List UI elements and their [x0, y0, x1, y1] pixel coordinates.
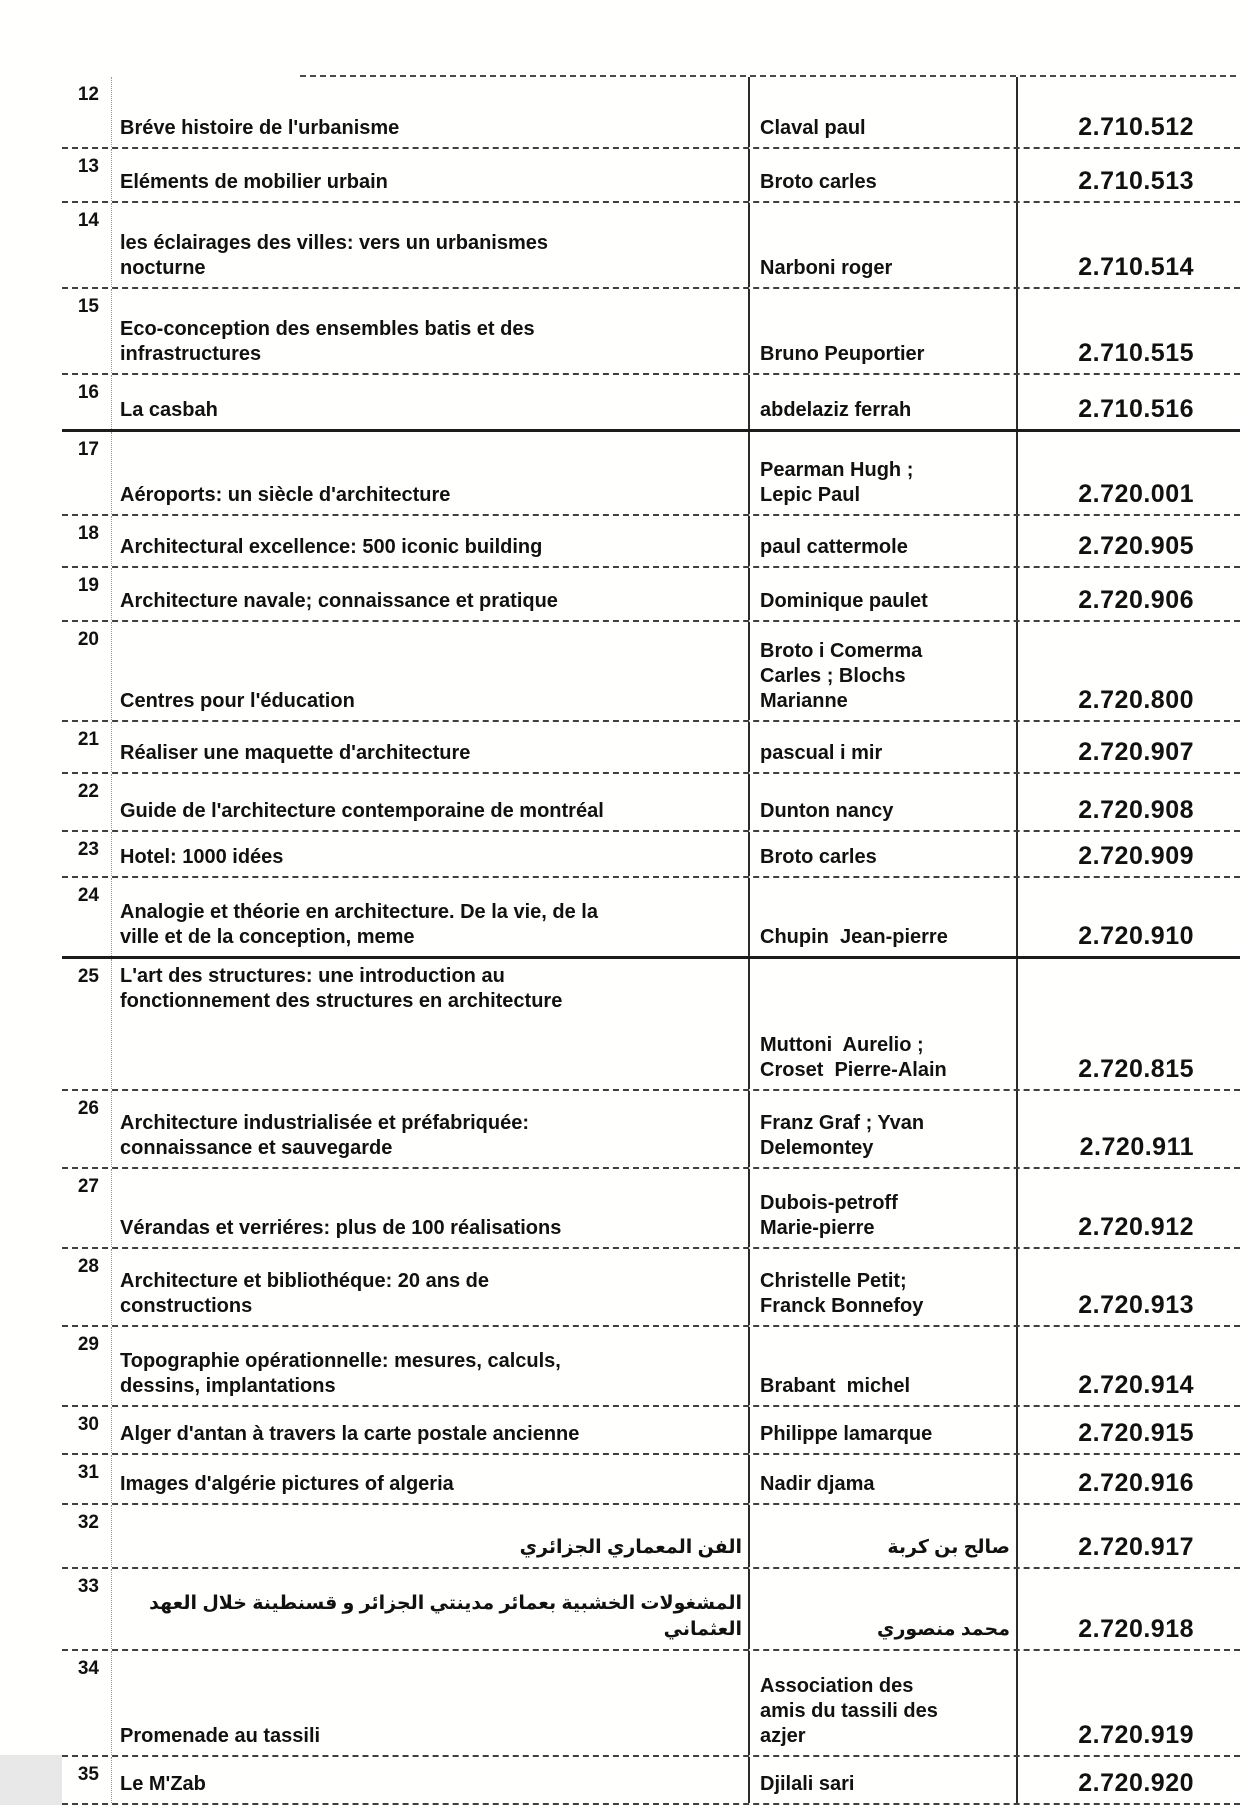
title-cell	[112, 1091, 750, 1167]
title-line: Le M'Zab	[120, 1773, 206, 1795]
author-line: Association des	[760, 1675, 914, 1697]
author-line: Broto carles	[760, 846, 877, 868]
title-cell	[112, 622, 750, 720]
author-line: paul cattermole	[760, 536, 908, 558]
call-number: 2.720.800	[1078, 686, 1194, 714]
author-cell	[750, 568, 1018, 620]
catalog-table	[62, 77, 1240, 1805]
author-line: Dominique paulet	[760, 590, 928, 612]
row-number: 34	[62, 1651, 112, 1755]
table-row	[62, 1505, 1240, 1569]
title-cell	[112, 568, 750, 620]
author-cell	[750, 1407, 1018, 1453]
title-cell	[112, 959, 750, 1089]
title-line: L'art des structures: une introduction au	[120, 965, 505, 987]
title-line: Promenade au tassili	[120, 1725, 321, 1747]
author-line: Broto carles	[760, 171, 877, 193]
table-row	[62, 516, 1240, 568]
call-number: 2.720.920	[1078, 1769, 1194, 1797]
row-number: 16	[62, 375, 112, 429]
author-cell	[750, 432, 1018, 514]
title-line: Aéroports: un siècle d'architecture	[120, 484, 451, 506]
author-line: صالح بن كربة	[887, 1537, 1010, 1558]
call-number: 2.720.908	[1078, 796, 1194, 824]
author-cell	[750, 959, 1018, 1089]
author-cell	[750, 774, 1018, 830]
title-cell	[112, 1505, 750, 1567]
author-line: Chupin Jean-pierre	[760, 926, 948, 948]
author-line: Broto i Comerma	[760, 640, 923, 662]
author-line: Franck Bonnefoy	[760, 1295, 924, 1317]
title-line: fonctionnement des structures en architecture	[120, 990, 563, 1012]
title-cell	[112, 1651, 750, 1755]
author-line: Brabant michel	[760, 1375, 911, 1397]
call-number: 2.720.914	[1078, 1371, 1194, 1399]
title-cell	[112, 1327, 750, 1405]
call-number: 2.710.516	[1078, 395, 1194, 423]
table-row	[62, 774, 1240, 832]
title-line: connaissance et sauvegarde	[120, 1137, 393, 1159]
table-row	[62, 1569, 1240, 1651]
author-line: Christelle Petit;	[760, 1270, 907, 1292]
title-cell	[112, 1407, 750, 1453]
row-number: 24	[62, 878, 112, 956]
title-cell	[112, 878, 750, 956]
author-line: محمد منصوري	[877, 1619, 1010, 1640]
title-line: Architecture et bibliothéque: 20 ans de	[120, 1270, 489, 1292]
author-cell	[750, 722, 1018, 772]
row-number: 21	[62, 722, 112, 772]
author-line: Marie-pierre	[760, 1217, 875, 1239]
author-line: Franz Graf ; Yvan	[760, 1112, 925, 1134]
author-line: pascual i mir	[760, 742, 883, 764]
title-cell	[112, 289, 750, 373]
title-cell	[112, 1249, 750, 1325]
call-number: 2.720.912	[1078, 1213, 1194, 1241]
author-cell	[750, 1249, 1018, 1325]
row-number: 25	[62, 959, 112, 1089]
row-number: 31	[62, 1455, 112, 1503]
title-line: Réaliser une maquette d'architecture	[120, 742, 471, 764]
table-row	[62, 375, 1240, 432]
row-number: 15	[62, 289, 112, 373]
author-cell	[750, 622, 1018, 720]
title-line: Architecture navale; connaissance et pratique	[120, 590, 558, 612]
title-cell	[112, 1455, 750, 1503]
call-number: 2.720.911	[1079, 1133, 1194, 1161]
table-row	[62, 1249, 1240, 1327]
author-line: Delemontey	[760, 1137, 874, 1159]
author-line: Nadir djama	[760, 1473, 875, 1495]
table-row	[62, 1169, 1240, 1249]
call-number: 2.720.919	[1078, 1721, 1194, 1749]
row-number: 32	[62, 1505, 112, 1567]
title-line: dessins, implantations	[120, 1375, 336, 1397]
title-cell	[112, 774, 750, 830]
table-row	[62, 1651, 1240, 1757]
title-cell	[112, 432, 750, 514]
table-row	[62, 959, 1240, 1091]
call-number: 2.720.918	[1078, 1615, 1194, 1643]
author-line: Djilali sari	[760, 1773, 855, 1795]
table-row	[62, 622, 1240, 722]
title-line: ville et de la conception, meme	[120, 926, 415, 948]
author-line: Lepic Paul	[760, 484, 861, 506]
author-line: Dunton nancy	[760, 800, 894, 822]
title-line: Guide de l'architecture contemporaine de montréal	[120, 800, 604, 822]
title-line: infrastructures	[120, 343, 262, 365]
author-cell	[750, 1091, 1018, 1167]
row-number: 29	[62, 1327, 112, 1405]
author-line: Bruno Peuportier	[760, 343, 925, 365]
title-cell	[112, 832, 750, 876]
title-line: Architectural excellence: 500 iconic building	[120, 536, 543, 558]
call-number: 2.720.915	[1078, 1419, 1194, 1447]
table-row	[62, 1327, 1240, 1407]
title-cell	[112, 203, 750, 287]
title-cell	[112, 149, 750, 201]
author-cell	[750, 516, 1018, 566]
row-number: 17	[62, 432, 112, 514]
title-line: Images d'algérie pictures of algeria	[120, 1473, 454, 1495]
call-number: 2.720.913	[1078, 1291, 1194, 1319]
author-cell	[750, 1455, 1018, 1503]
title-line: les éclairages des villes: vers un urbanismes	[120, 232, 549, 254]
author-line: Carles ; Blochs	[760, 665, 906, 687]
author-cell	[750, 149, 1018, 201]
author-line: Muttoni Aurelio ;	[760, 1034, 924, 1056]
title-line: Bréve histoire de l'urbanisme	[120, 117, 400, 139]
table-row	[62, 289, 1240, 375]
call-number: 2.720.917	[1078, 1533, 1194, 1561]
call-number: 2.720.907	[1078, 738, 1194, 766]
author-cell	[750, 375, 1018, 429]
call-number: 2.720.910	[1078, 922, 1194, 950]
author-line: azjer	[760, 1725, 806, 1747]
author-cell	[750, 832, 1018, 876]
table-row	[62, 432, 1240, 516]
author-cell	[750, 77, 1018, 147]
call-number: 2.720.905	[1078, 532, 1194, 560]
author-cell	[750, 1569, 1018, 1649]
author-line: Pearman Hugh ;	[760, 459, 914, 481]
table-row	[62, 568, 1240, 622]
title-line: nocturne	[120, 257, 206, 279]
call-number: 2.710.515	[1078, 339, 1194, 367]
call-number: 2.710.512	[1078, 113, 1194, 141]
row-number: 20	[62, 622, 112, 720]
title-line: Analogie et théorie en architecture. De la vie, de la	[120, 901, 598, 923]
table-row	[62, 1455, 1240, 1505]
title-line: Vérandas et verriéres: plus de 100 réalisations	[120, 1217, 562, 1239]
title-line: المشغولات الخشبية بعمائر مدينتي الجزائر و قسنطينة خلال العهد العثماني	[143, 1593, 742, 1640]
table-row	[62, 77, 1240, 149]
author-line: amis du tassili des	[760, 1700, 938, 1722]
title-line: Architecture industrialisée et préfabriquée:	[120, 1112, 530, 1134]
author-line: Croset Pierre-Alain	[760, 1059, 947, 1081]
row-number: 14	[62, 203, 112, 287]
author-cell	[750, 1651, 1018, 1755]
call-number: 2.720.916	[1078, 1469, 1194, 1497]
author-cell	[750, 289, 1018, 373]
table-row	[62, 149, 1240, 203]
table-row	[62, 203, 1240, 289]
title-line: Eco-conception des ensembles batis et des	[120, 318, 535, 340]
row-number: 35	[62, 1757, 112, 1803]
table-row	[62, 832, 1240, 878]
table-row	[62, 1091, 1240, 1169]
row-number: 26	[62, 1091, 112, 1167]
author-line: Claval paul	[760, 117, 866, 139]
row-number: 13	[62, 149, 112, 201]
call-number: 2.720.909	[1078, 842, 1194, 870]
title-cell	[112, 516, 750, 566]
author-line: Narboni roger	[760, 257, 893, 279]
title-line: Topographie opérationnelle: mesures, calculs,	[120, 1350, 561, 1372]
author-cell	[750, 1169, 1018, 1247]
row-number: 27	[62, 1169, 112, 1247]
call-number: 2.720.906	[1078, 586, 1194, 614]
author-line: Dubois-petroff	[760, 1192, 898, 1214]
call-number: 2.710.514	[1078, 253, 1194, 281]
author-line: Marianne	[760, 690, 848, 712]
title-cell	[112, 375, 750, 429]
author-line: Philippe lamarque	[760, 1423, 933, 1445]
title-cell	[112, 1569, 750, 1649]
title-line: Alger d'antan à travers la carte postale ancienne	[120, 1423, 580, 1445]
call-number: 2.720.001	[1078, 480, 1194, 508]
row-number: 33	[62, 1569, 112, 1649]
row-number: 22	[62, 774, 112, 830]
row-number: 18	[62, 516, 112, 566]
title-line: constructions	[120, 1295, 253, 1317]
title-line: Hotel: 1000 idées	[120, 846, 284, 868]
row-number: 30	[62, 1407, 112, 1453]
title-cell	[112, 722, 750, 772]
row-number: 12	[62, 77, 112, 147]
title-line: Eléments de mobilier urbain	[120, 171, 388, 193]
author-cell	[750, 1327, 1018, 1405]
title-line: Centres pour l'éducation	[120, 690, 355, 712]
row-number: 28	[62, 1249, 112, 1325]
title-cell	[112, 1757, 750, 1803]
table-row	[62, 1757, 1240, 1805]
row-number: 19	[62, 568, 112, 620]
author-cell	[750, 1505, 1018, 1567]
author-cell	[750, 1757, 1018, 1803]
table-row	[62, 722, 1240, 774]
author-line: abdelaziz ferrah	[760, 399, 912, 421]
table-row	[62, 878, 1240, 959]
call-number: 2.720.815	[1078, 1055, 1194, 1083]
title-line: الفن المعماري الجزائري	[519, 1537, 742, 1558]
title-cell	[112, 77, 750, 147]
call-number: 2.710.513	[1078, 167, 1194, 195]
author-cell	[750, 878, 1018, 956]
row-number: 23	[62, 832, 112, 876]
table-row	[62, 1407, 1240, 1455]
title-cell	[112, 1169, 750, 1247]
author-cell	[750, 203, 1018, 287]
title-line: La casbah	[120, 399, 218, 421]
